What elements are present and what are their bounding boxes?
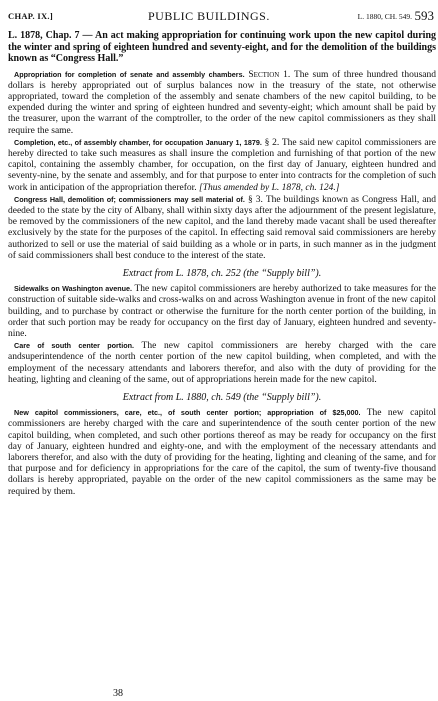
- extract-title-1878: Extract from L. 1878, ch. 252 (the “Supply bill”).: [122, 267, 322, 279]
- page-number: 593: [414, 8, 434, 23]
- section-heading: Sidewalks on Washington avenue.: [14, 284, 133, 294]
- section-2: [8, 137, 436, 194]
- page-title: PUBLIC BUILDINGS.: [148, 9, 270, 23]
- section-3: [8, 194, 436, 262]
- amendment-note: [Thus amended by L. 1878, ch. 124.]: [196, 182, 340, 193]
- extract-item-care: [8, 340, 436, 386]
- act-description: — An act making appropriation for continuing work upon the new capitol during the winter and spring of eighteen hundred and seventy-eight, and for the demolition of the buildings known as “Congress Hall.”: [8, 30, 437, 64]
- section-text: The new capitol commissioners are hereby charged with the care andsuperintendence of the north center portion of the new capitol building, when completed, and with the employment of the necessary attendants and laborers therefor, and also with the duty of providing for the heating, lighting and cleaning of the same, out of appropriations herein made for the new capitol.: [8, 341, 436, 385]
- running-header: [8, 8, 434, 26]
- chapter-label: CHAP. IX.]: [8, 11, 53, 21]
- signature-mark: 38: [113, 688, 123, 699]
- law-reference: L. 1880, CH. 549.: [357, 12, 412, 21]
- section-number: § 2.: [261, 137, 280, 148]
- section-heading: Care of south center portion.: [14, 341, 134, 351]
- extract-title-1880: Extract from L. 1880, ch. 549 (the “Supply bill”).: [122, 391, 322, 403]
- section-number: Section 1.: [244, 69, 291, 80]
- act-title: [8, 30, 436, 65]
- section-heading: New capitol commissioners, care, etc., of south center portion; appropriation of $25,000.: [14, 408, 361, 418]
- section-text: The said new capitol commissioners are hereby directed to take such measures as shall insure the completion and furnishing of that portion of the new capitol, containing the assembly chamber, for occupation, on the first day of January, eighteen hundred and seventy-nine, by the senate and assembly, and for that purpose to enter into contracts for the completion of such work in anticipation of the appropriation therefor.: [8, 137, 437, 193]
- section-heading: Appropriation for completion of senate and assembly chambers.: [14, 69, 245, 79]
- extract-item-sidewalks: [8, 283, 436, 340]
- document-body: [8, 30, 436, 498]
- extract-item-1880: [8, 407, 436, 498]
- section-text: The new capitol commissioners are hereby charged with the care and superintendence of the south center portion of the new capitol building, when completed, and such other portions thereof as may be ready for occupancy on the first day of January, eighteen hundred and eighty-one, and with the employment of the necessary attendants and laborers therefor, and also with the duty of providing for the heating, lighting and cleaning of the same, and for that purpose and for deficiency in appropriations for the care of the capitol, the sum of twenty-five thousand dollars is hereby appropriated, payable on the order of the new capitol commissioners as the same may be required by them.: [8, 408, 436, 497]
- section-heading: Completion, etc., of assembly chamber, for occupation January 1, 1879.: [14, 137, 262, 147]
- section-1: [8, 69, 436, 137]
- section-number: § 3.: [244, 194, 263, 205]
- section-heading: Congress Hall, demolition of; commissioners may sell material of.: [14, 194, 245, 204]
- section-text: The sum of three hundred thousand dollars is hereby appropriated out of surplus balances now in the treasury of the state, not otherwise appropriated, toward the completion of the assembly and senate chambers of the new capitol building, to be expended during the winter and spring of eighteen hundred and seventy-eight; which amount shall be paid by the treasurer, upon the warrant of the comptroller, to the order of the new capitol commissioners as they shall require the same.: [8, 69, 436, 136]
- section-text: The new capitol commissioners are hereby authorized to take measures for the construction of suitable side-walks and cross-walks on and across Washington avenue in front of the new capitol building, and to purchase by contract or otherwise the furniture for the north center portion of the building, in order that such portion may be ready for occupancy on the first day of January, eighteen hundred and seventy-nine.: [8, 284, 436, 339]
- section-text: The buildings known as Congress Hall, and deeded to the state by the city of Albany, shall within sixty days after the adjournment of the present legislature, be removed by the commissioners of the new capitol, and the land thereby made vacant shall be used thereafter exclusively by the state for the purposes of the capitol. In effecting said removal said commissioners are hereby authorized to sell or use the material of said building as a whole or in parts, in such manner as in the judgment of said commissioners shall best conduce to the interest of the state.: [8, 194, 437, 261]
- act-citation: L. 1878, Chap. 7: [8, 30, 80, 41]
